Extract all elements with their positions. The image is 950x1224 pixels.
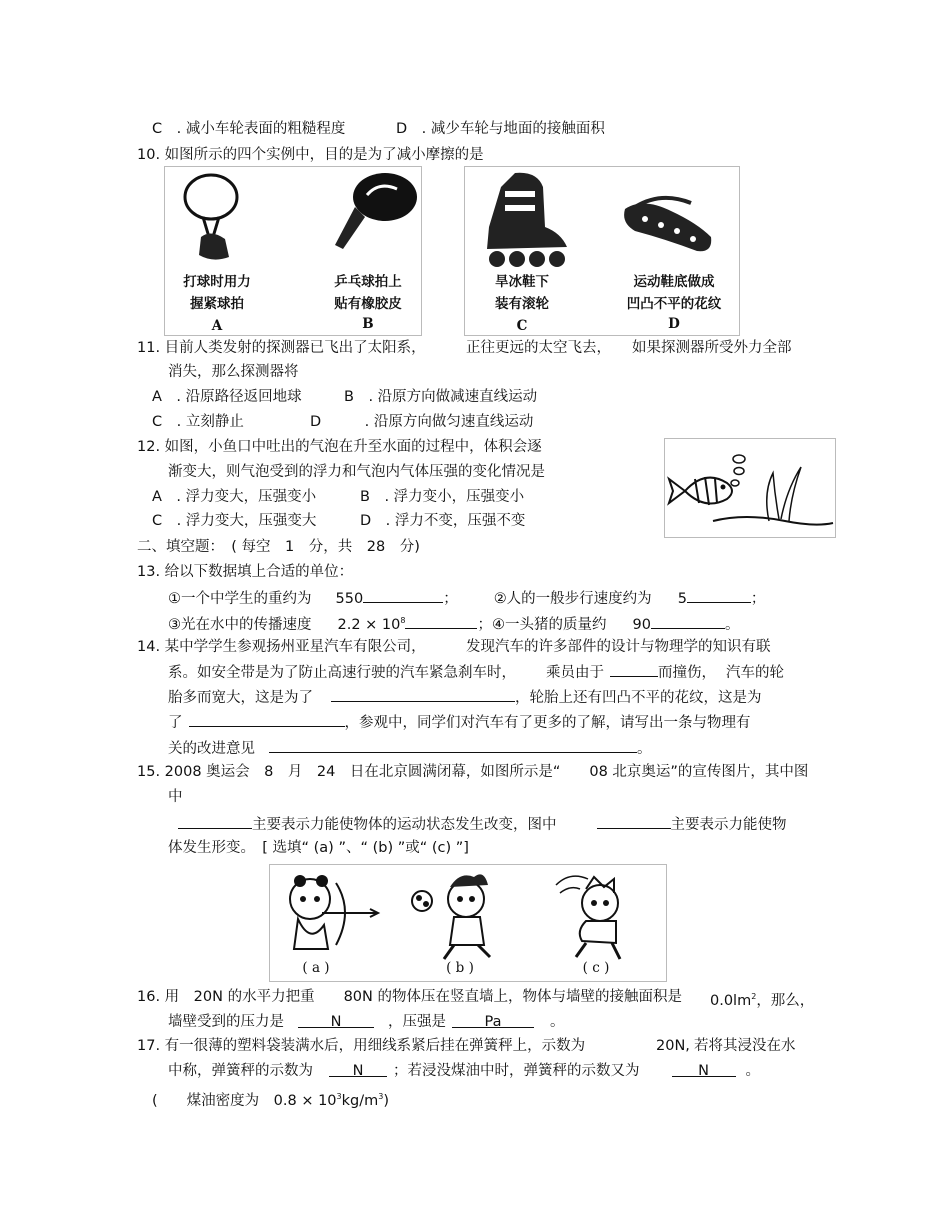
mascot-label-b: ( b )	[446, 960, 474, 976]
q11-line1c: 如果探测器所受外力全部	[632, 340, 792, 356]
q15-blank-2[interactable]	[597, 813, 671, 829]
q14-blank-2[interactable]	[331, 686, 515, 702]
q17-line1c: 若将其浸没在水	[694, 1038, 796, 1054]
q13-prompt-3: ③光在水中的传播速度	[168, 616, 312, 633]
q13-prompt-2: ②人的一般步行速度约为	[493, 591, 652, 607]
q13-blank-4[interactable]	[651, 613, 725, 629]
q11-line2: 消失，那么探测器将	[168, 364, 299, 380]
q16-line1b: $0.0lm^2$，那么，	[710, 992, 815, 1009]
q13-row1: ①一个中学生的重约为 550 ； ②人的一般步行速度约为 5 ；	[168, 587, 765, 609]
q17-blank-1[interactable]: N	[329, 1061, 387, 1077]
q14-line1b: 发现汽车的许多部件的设计与物理学的知识有联	[466, 639, 771, 655]
q9-option-c: C . 减小车轮表面的粗糙程度	[152, 121, 346, 137]
q13-blank-3[interactable]	[405, 613, 477, 629]
q10-caption-c-line2: 装有滚轮	[495, 296, 549, 312]
q12-line1: 12. 如图，小鱼口中吐出的气泡在升至水面的过程中，体积会逐	[137, 439, 542, 455]
q11-option-d: D . 沿原方向做匀速直线运动	[310, 414, 534, 430]
q12-option-d: D . 浮力不变，压强不变	[360, 513, 526, 529]
q14-line4: 了 ，参观中，同学们对汽车有了更多的了解，请写出一条与物理有	[168, 711, 751, 733]
q17-line1b: 20N,	[656, 1038, 690, 1054]
q13-prompt-4: ④一头猪的质量约	[491, 616, 607, 633]
q10-label-d: D	[668, 316, 680, 332]
q17-line2: 中称，弹簧秤的示数为 N ；若浸没煤油中时，弹簧秤的示数又为 N 。	[168, 1063, 760, 1079]
q10-caption-a-line2: 握紧球拍	[190, 296, 244, 312]
q15-blank-1[interactable]	[178, 813, 252, 829]
q10-figure-left	[164, 166, 422, 336]
q10-label-c: C	[516, 318, 528, 334]
q14-blank-3[interactable]	[189, 711, 345, 727]
q14-blank-4[interactable]	[269, 737, 637, 753]
q12-line2: 渐变大，则气泡受到的浮力和气泡内气体压强的变化情况是	[168, 464, 545, 480]
q13-prompt-1: ①一个中学生的重约为	[168, 591, 312, 607]
fish-bubble-figure	[664, 438, 836, 538]
q11-line1a: 11. 目前人类发射的探测器已飞出了太阳系，	[137, 340, 426, 356]
q13-value-3-exponent: 8	[400, 616, 406, 625]
q11-line1b: 正往更远的太空飞去，	[466, 340, 611, 356]
q15-line2: 主要表示力能使物体的运动状态发生改变，图中 主要表示力能使物	[178, 813, 787, 835]
q13-blank-2[interactable]	[687, 587, 751, 603]
q14-blank-1[interactable]	[610, 661, 658, 677]
q17-blank-2[interactable]: N	[672, 1061, 736, 1077]
q11-option-b: B . 沿原方向做减速直线运动	[344, 389, 538, 405]
q17-line1a: 17. 有一很薄的塑料袋装满水后，用细线系紧后挂在弹簧秤上，示数为	[137, 1038, 586, 1054]
q10-caption-b-line1: 乒乓球拍上	[334, 274, 402, 290]
q12-option-c: C . 浮力变大，压强变大	[152, 513, 317, 529]
mascot-label-a: ( a )	[302, 960, 330, 976]
q10-caption-a-line1: 打球时用力	[183, 274, 251, 290]
q17-line3: ( 煤油密度为 $0.8 \times 10^3kg/m^3$)	[152, 1092, 390, 1109]
q16-blank-2[interactable]: Pa	[452, 1012, 534, 1028]
ping-pong-paddle-illustration	[165, 167, 421, 277]
mascot-label-c: ( c )	[582, 960, 610, 976]
q16-blank-1[interactable]: N	[298, 1012, 374, 1028]
q16-line1a: 16. 用 20N 的水平力把重 80N 的物体压在竖直墙上，物体与墙壁的接触面积是	[137, 989, 682, 1005]
q10-caption-b-line2: 贴有橡胶皮	[334, 296, 402, 312]
q15-line1: 15. 2008 奥运会 8 月 24 日在北京圆满闭幕，如图所示是“ 08 北京奥运”的宣传图片，其中图	[137, 764, 809, 780]
q15-line1b: 中	[168, 789, 183, 805]
q10-stem: 10. 如图所示的四个实例中，目的是为了减小摩擦的是	[137, 147, 484, 163]
q10-figure-right	[464, 166, 740, 336]
olympic-mascots-figure	[269, 864, 667, 982]
q13-value-4: 90	[632, 616, 651, 633]
sneaker-sole-illustration	[465, 167, 739, 277]
q10-caption-c-line1: 旱冰鞋下	[495, 274, 549, 290]
q16-line2: 墙壁受到的压力是 N ，压强是 Pa 。	[168, 1014, 565, 1030]
q13-row2: ③光在水中的传播速度 $2.2 \times 10^8$ ；④一头猪的质量约 90 。	[168, 611, 739, 635]
q13-value-2: 5	[677, 591, 687, 607]
q13-value-3: 2.2 × 10	[337, 616, 401, 633]
q9-option-d: D . 减少车轮与地面的接触面积	[396, 121, 605, 137]
q11-option-c: C . 立刻静止	[152, 414, 244, 430]
q12-option-b: B . 浮力变小，压强变小	[360, 489, 525, 505]
q15-line3: 体发生形变。 [ 选填“ (a) ”、“ (b) ”或“ (c) ”]	[168, 840, 469, 856]
q10-caption-d-line2: 凹凸不平的花纹	[626, 296, 722, 312]
q11-option-a: A . 沿原路径返回地球	[152, 389, 302, 405]
section-2-heading: 二、填空题： ( 每空 1 分，共 28 分)	[137, 539, 420, 555]
q13-value-1: 550	[335, 591, 364, 607]
q14-line3: 胎多而宽大，这是为了 ，轮胎上还有凹凸不平的花纹，这是为	[168, 686, 762, 708]
fish-bubbles-illustration	[665, 439, 835, 537]
q14-line1a: 14. 某中学学生参观扬州亚星汽车有限公司，	[137, 639, 426, 655]
q12-option-a: A . 浮力变大，压强变小	[152, 489, 317, 505]
q10-label-b: B	[362, 316, 374, 332]
q13-stem: 13. 给以下数据填上合适的单位：	[137, 564, 354, 580]
q10-caption-d-line1: 运动鞋底做成	[633, 274, 715, 290]
q14-line5: 关的改进意见 。	[168, 737, 652, 759]
q13-blank-1[interactable]	[363, 587, 443, 603]
q10-label-a: A	[211, 318, 223, 334]
q14-line2: 系。如安全带是为了防止高速行驶的汽车紧急刹车时， 乘员由于 而撞伤， 汽车的轮	[168, 661, 784, 683]
